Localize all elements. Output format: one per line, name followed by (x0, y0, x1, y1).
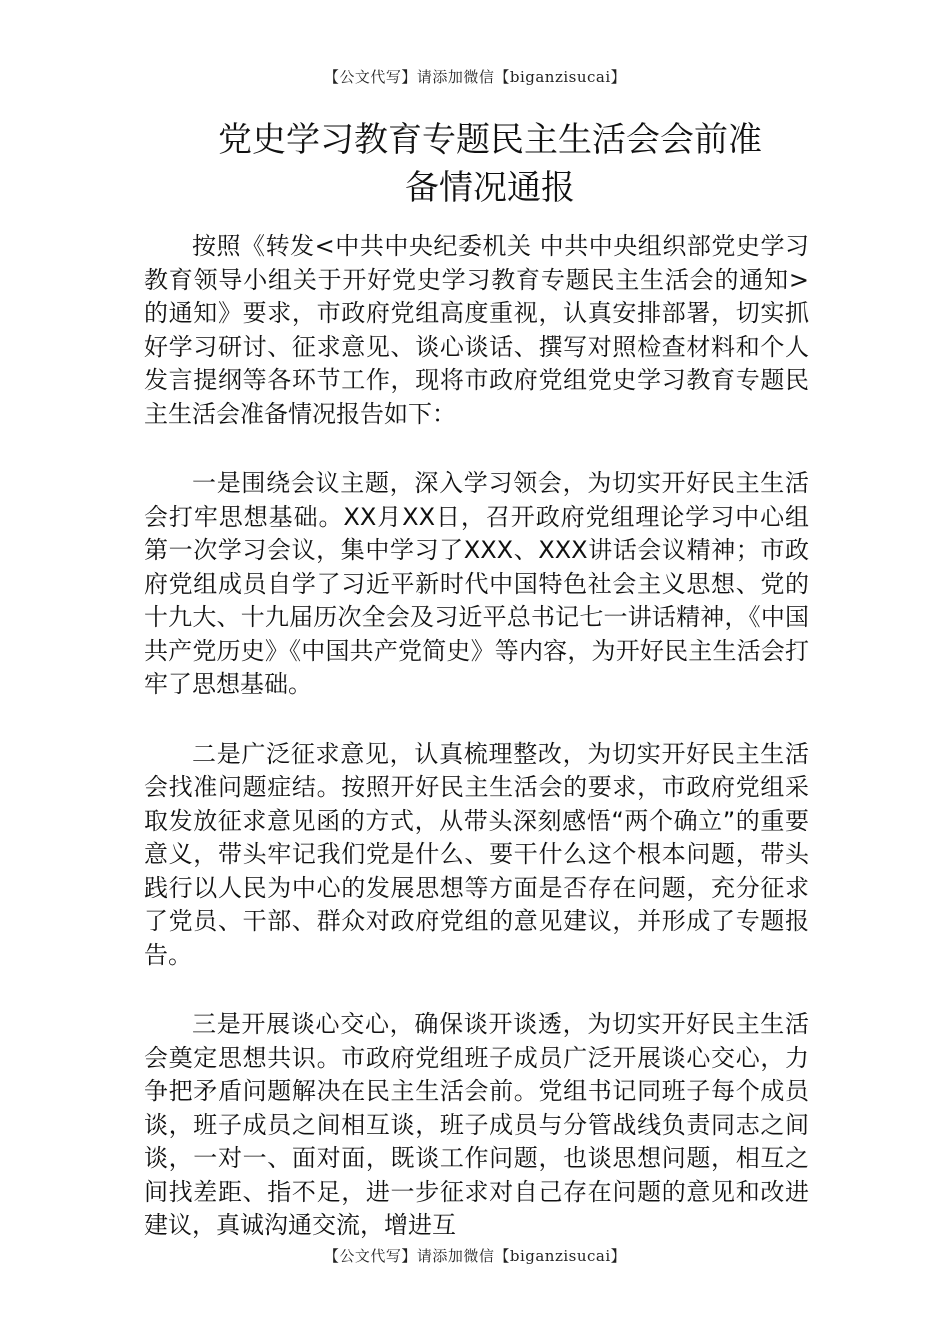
document-title-line-2: 备情况通报 (405, 168, 575, 208)
document-title (140, 116, 840, 212)
document-body (144, 230, 809, 1279)
body-paragraph-talks: 三是开展谈心交心，确保谈开谈透，为切实开好民主生活会奠定思想共识。市政府党组班子成员广泛开展谈心交心，力争把矛盾问题解决在民主生活会前。党组书记同班子每个成员谈，班子成员之间相互谈，班子成员与分管战线负责同志之间谈，一对一、面对面，既谈工作问题，也谈思想问题，相互之间找差距、指不足，进一步征求对自己存在问题的意见和改进建议，真诚沟通交流，增进互 (144, 1010, 809, 1239)
body-paragraph-study: 一是围绕会议主题，深入学习领会，为切实开好民主生活会打牢思想基础。XX月XX日，召开政府党组理论学习中心组第一次学习会议，集中学习了XXX、XXX讲话会议精神；市政府党组成员自学了习近平新时代中国特色社会主义思想、党的十九大、十九届历次全会及习近平总书记七一讲话精神，《中国共产党历史》《中国共产党简史》等内容，为开好民主生活会打牢了思想基础。 (144, 469, 809, 698)
body-paragraph-opinions: 二是广泛征求意见，认真梳理整改，为切实开好民主生活会找准问题症结。按照开好民主生活会的要求，市政府党组采取发放征求意见函的方式，从带头深刻感悟“两个确立”的重要意义，带头牢记我们党是什么、要干什么这个根本问题，带头践行以人民为中心的发展思想等方面是否存在问题，充分征求了党员、干部、群众对政府党组的意见建议，并形成了专题报告。 (144, 739, 809, 969)
footer-watermark-note: 【公文代写】请添加微信【biganzisucai】 (323, 1247, 627, 1265)
document-title-line-1: 党史学习教育专题民主生活会会前准 (218, 120, 762, 160)
body-paragraph-intro: 按照《转发<中共中央纪委机关 中共中央组织部党史学习教育领导小组关于开好党史学习教育专题民主生活会的通知>的通知》要求，市政府党组高度重视，认真安排部署，切实抓好学习研讨、征求意见、谈心谈话、撰写对照检查材料和个人发言提纲等各环节工作，现将市政府党组党史学习教育专题民主生活会准备情况报告如下： (144, 232, 809, 428)
header-watermark-note: 【公文代写】请添加微信【biganzisucai】 (323, 68, 627, 86)
